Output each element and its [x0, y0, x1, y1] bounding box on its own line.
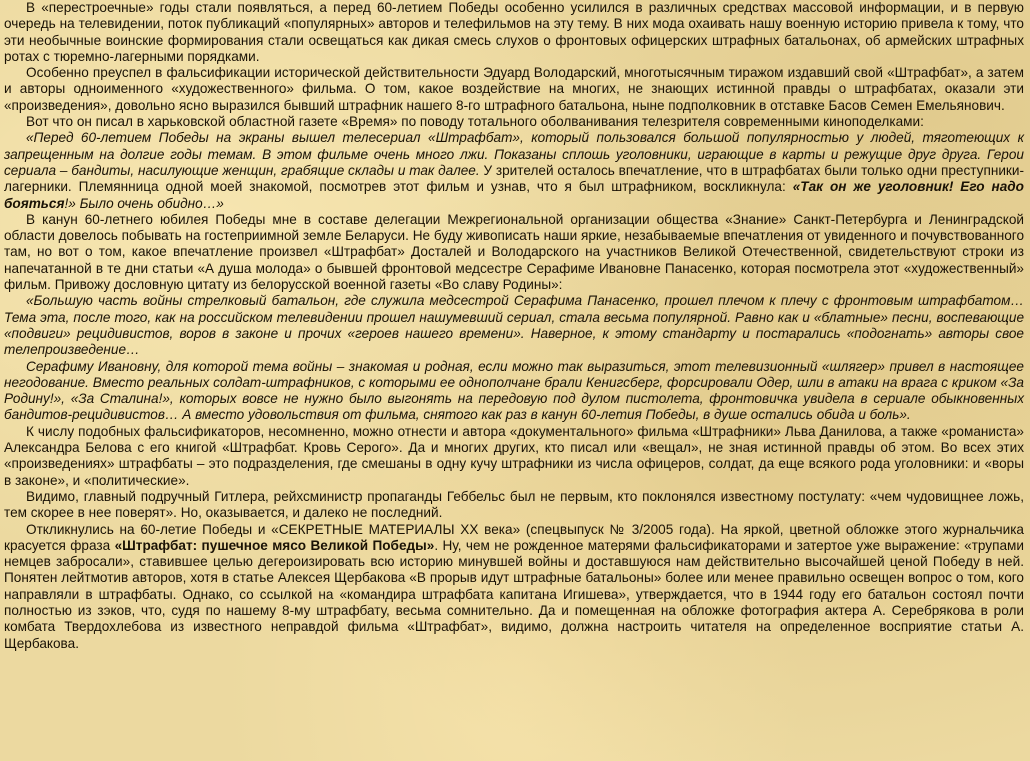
paragraph-10	[4, 522, 1024, 652]
quote-paragraph-6: «Большую часть войны стрелковый батальон, где служила медсестрой Серафима Панасенко, прошел плечом к плечу с фронтовым штрафбатом… Тема эта, после того, как на российском телевидении прошел нашумевший сериал, стала весьма популярной. Равно как и «блатные» песни, воспевающие «подвиги» рецидивистов, воров в законе и прочих «героев нашего времени». Наверное, к этому стандарту и постарались «подогнать» авторы свое телепроизведение…	[4, 293, 1024, 358]
paragraph-4-end: !» Было очень обидно…»	[64, 195, 224, 211]
paragraph-4	[4, 130, 1024, 211]
paragraph-2: Особенно преуспел в фальсификации исторической действительности Эдуард Володарский, многотысячным тиражом издавший свой «Штрафбат», а затем и авторы одноименного «художественного» фильма. О том, какое воздействие на многих, не знающих истинной правды о штрафбатах, оказали эти «произведения», довольно ясно выразился бывший штрафник нашего 8-го штрафного батальона, ныне подполковник в отставке Басов Семен Емельянович.	[4, 65, 1024, 113]
paragraph-10-start: Откликнулись на 60-летие Победы и «СЕКРЕТНЫЕ МАТЕРИАЛЫ XX века» (спецвыпуск № 3/2005 года). На яркой, цветной обложке этого журнальчика красуется фраза	[4, 521, 1024, 553]
quote-basov: «Перед 60-летием Победы на экраны вышел телесериал «Штрафбат», который пользовался большой популярностью у людей, тяготеющих к запрещенным на долгие годы темам. В этом фильме очень много лжи. Показаны сплошь уголовники, играющие в карты и режущие друг друга. Герои сериала – бандиты, насилующие женщин, грабящие склады и так далее.	[4, 130, 1024, 178]
quote-exclamation: «Так он же уголовник! Его надо бояться	[4, 179, 1024, 211]
paragraph-5: В канун 60-летнего юбилея Победы мне в составе делегации Межрегиональной организации общества «Знание» Санкт-Петербурга и Ленинградской области довелось побывать на гостеприимной земле Беларуси. Не буду живописать наши яркие, незабываемые впечатления от увиденного и почувствованного там, но вот о том, какое впечатление произвел «Штрафбат» Досталей и Володарского на участников Великой Отечественной, свидетельствуют строки из напечатанной в те дни статьи «А душа молода» о бывшей фронтовой медсестре Серафиме Ивановне Панасенко, которая посмотрела этот «художественный» фильм. Привожу дословную цитату из белорусской военной газеты «Во славу Родины»:	[4, 211, 1024, 293]
cover-phrase: «Штрафбат: пушечное мясо Великой Победы»	[114, 537, 435, 553]
quote-paragraph-7: Серафиму Ивановну, для которой тема войны – знакомая и родная, если можно так выразиться, этот телевизионный «шлягер» привел в настоящее негодование. Вместо реальных солдат-штрафников, с которыми ее однополчане брали Кенигсберг, форсировали Одер, шли в атаки на врага с криком «За Родину!», «За Сталина!», которых вовсе не нужно было выгонять на передовую под дулом пистолета, фронтовичка увидела в сериале обыкновенных бандитов-рецидивистов… А вместо удовольствия от фильма, снятого как раз в канун 60-летия Победы, в душе остались обида и боль».	[4, 358, 1024, 423]
paragraph-1: В «перестроечные» годы стали появляться, а перед 60-летием Победы особенно усилился в различных средствах массовой информации, и в первую очередь на телевидении, поток публикаций «популярных» авторов и телефильмов на эту тему. В них мода охаивать нашу военную историю привела к тому, что эти необычные воинские формирования стали освещаться как дикая смесь слухов о фронтовых офицерских штрафных батальонах, об армейских штрафных ротах с тюремно-лагерными порядками.	[4, 0, 1024, 64]
paragraph-9: Видимо, главный подручный Гитлера, рейхсминистр пропаганды Геббельс был не первым, кто поклонялся известному постулату: «чем чудовищнее ложь, тем скорее в нее поверят». Но, оказывается, и далеко не последний.	[4, 488, 1024, 521]
paragraph-3: Вот что он писал в харьковской областной газете «Время» по поводу тотального оболванивания телезрителя современными киноподелками:	[26, 114, 924, 130]
paragraph-10-end: . Ну, чем не рожденное матерями фальсификаторами и затертое уже выражение: «трупами немцев забросали», ставившее целью дегероизировать всю историю минувшей войны и доставшуюся нам действительно высочайшей ценой Победу в ней. Понятен лейтмотив авторов, хотя в статье Алексея Щербакова «В прорыв идут штрафные батальоны» более или менее правильно освещен вопрос о том, кого направляли в штрафбаты. Однако, со ссылкой на «командира штрафбата капитана Игишева», утверждается, что в 1944 году его батальон состоял почти полностью из зэков, что, судя по нашему 8-му штрафбату, весьма сомнительно. Да и помещенная на обложке фотография актера А. Серебрякова в роли комбата Твердохлебова из известного неправдой фильма «Штрафбат», видимо, должна настроить читателя на определенное восприятие статьи А. Щербакова.	[4, 537, 1024, 651]
paragraph-8: К числу подобных фальсификаторов, несомненно, можно отнести и автора «документального» фильма «Штрафники» Льва Данилова, а также «романиста» Александра Белова с его книгой «Штрафбат. Кровь Серого». Да и многих других, кто писал или «вещал», не зная истинной правды об этом. Во всех этих «произведениях» штрафбаты – это подразделения, где смешаны в одну кучу штрафники из числа офицеров, солдат, да еще всякого рода уголовники: и «воры в законе», и «политические».	[4, 423, 1024, 488]
paragraph-4-text: У зрителей осталось впечатление, что в штрафбатах были только одни преступники-лагерники. Племянница одной моей знакомой, посмотрев этот фильм и узнав, что я был штрафником, воскликнула:	[4, 162, 1024, 195]
